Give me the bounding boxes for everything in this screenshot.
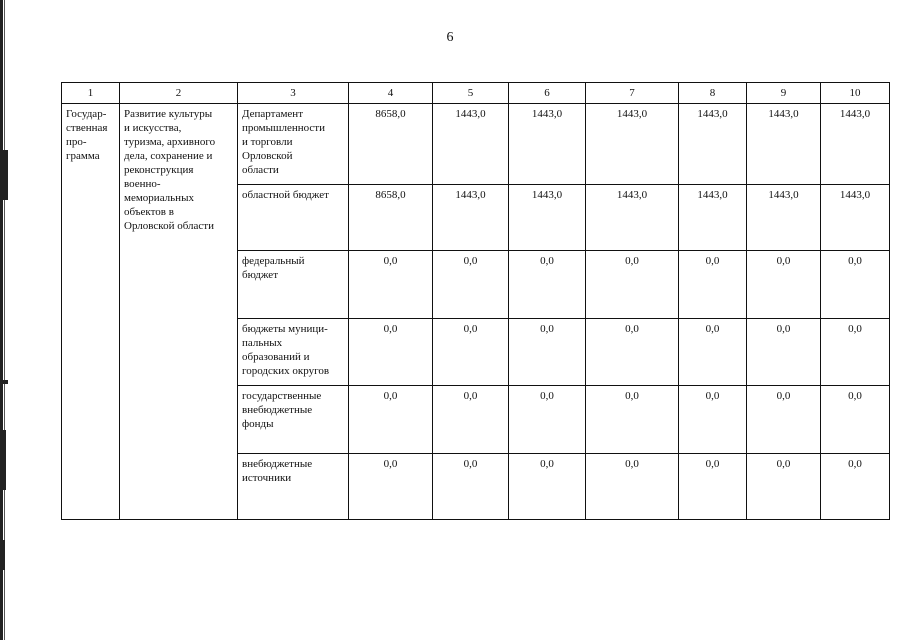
value-cell: 1443,0 bbox=[509, 104, 586, 185]
value-cell: 0,0 bbox=[821, 251, 890, 318]
value-cell: 0,0 bbox=[433, 453, 509, 520]
funding-source-cell: государственные внебюджетные фонды bbox=[238, 386, 349, 453]
column-header: 6 bbox=[509, 83, 586, 104]
scan-mark bbox=[2, 430, 6, 490]
value-cell: 0,0 bbox=[433, 386, 509, 453]
value-cell: 1443,0 bbox=[433, 184, 509, 250]
value-cell: 0,0 bbox=[821, 318, 890, 385]
value-cell: 1443,0 bbox=[821, 184, 890, 250]
value-cell: 1443,0 bbox=[821, 104, 890, 185]
column-header: 1 bbox=[62, 83, 120, 104]
funding-source-cell: Департамент промышленности и торговли Орловской области bbox=[238, 104, 349, 185]
value-cell: 1443,0 bbox=[679, 184, 747, 250]
value-cell: 0,0 bbox=[747, 386, 821, 453]
value-cell: 0,0 bbox=[821, 453, 890, 520]
funding-source-cell: бюджеты муници- пальных образований и городских округов bbox=[238, 318, 349, 385]
value-cell: 0,0 bbox=[349, 251, 433, 318]
budget-table bbox=[61, 82, 890, 520]
value-cell: 0,0 bbox=[821, 386, 890, 453]
value-cell: 8658,0 bbox=[349, 184, 433, 250]
value-cell: 1443,0 bbox=[747, 104, 821, 185]
value-cell: 0,0 bbox=[433, 318, 509, 385]
value-cell: 1443,0 bbox=[509, 184, 586, 250]
scan-mark bbox=[2, 540, 5, 570]
value-cell: 0,0 bbox=[349, 318, 433, 385]
value-cell: 0,0 bbox=[586, 251, 679, 318]
value-cell: 0,0 bbox=[679, 453, 747, 520]
page-number: 6 bbox=[446, 30, 454, 45]
column-header: 7 bbox=[586, 83, 679, 104]
funding-source-cell: внебюджетные источники bbox=[238, 453, 349, 520]
value-cell: 0,0 bbox=[747, 318, 821, 385]
header-row bbox=[62, 83, 890, 104]
value-cell: 0,0 bbox=[349, 453, 433, 520]
value-cell: 0,0 bbox=[509, 453, 586, 520]
table-row bbox=[62, 104, 890, 185]
value-cell: 0,0 bbox=[679, 386, 747, 453]
column-header: 2 bbox=[120, 83, 238, 104]
value-cell: 0,0 bbox=[586, 386, 679, 453]
value-cell: 0,0 bbox=[509, 251, 586, 318]
value-cell: 0,0 bbox=[747, 251, 821, 318]
value-cell: 0,0 bbox=[509, 318, 586, 385]
value-cell: 1443,0 bbox=[679, 104, 747, 185]
value-cell: 1443,0 bbox=[433, 104, 509, 185]
column-header: 9 bbox=[747, 83, 821, 104]
column-header: 3 bbox=[238, 83, 349, 104]
column-header: 5 bbox=[433, 83, 509, 104]
value-cell: 0,0 bbox=[679, 251, 747, 318]
scan-mark bbox=[2, 150, 8, 200]
value-cell: 0,0 bbox=[679, 318, 747, 385]
value-cell: 0,0 bbox=[349, 386, 433, 453]
value-cell: 1443,0 bbox=[586, 184, 679, 250]
value-cell: 0,0 bbox=[433, 251, 509, 318]
program-name-cell: Развитие культуры и искусства, туризма, архивного дела, сохранение и реконструкция военно- мемориальных объектов в Орловской области bbox=[120, 104, 238, 520]
value-cell: 1443,0 bbox=[747, 184, 821, 250]
value-cell: 0,0 bbox=[509, 386, 586, 453]
program-type-cell: Государ- ственная про- грамма bbox=[62, 104, 120, 520]
column-header: 10 bbox=[821, 83, 890, 104]
funding-source-cell: федеральный бюджет bbox=[238, 251, 349, 318]
scan-mark bbox=[2, 380, 8, 384]
value-cell: 8658,0 bbox=[349, 104, 433, 185]
column-header: 4 bbox=[349, 83, 433, 104]
value-cell: 0,0 bbox=[586, 453, 679, 520]
value-cell: 0,0 bbox=[747, 453, 821, 520]
column-header: 8 bbox=[679, 83, 747, 104]
value-cell: 0,0 bbox=[586, 318, 679, 385]
funding-source-cell: областной бюджет bbox=[238, 184, 349, 250]
value-cell: 1443,0 bbox=[586, 104, 679, 185]
